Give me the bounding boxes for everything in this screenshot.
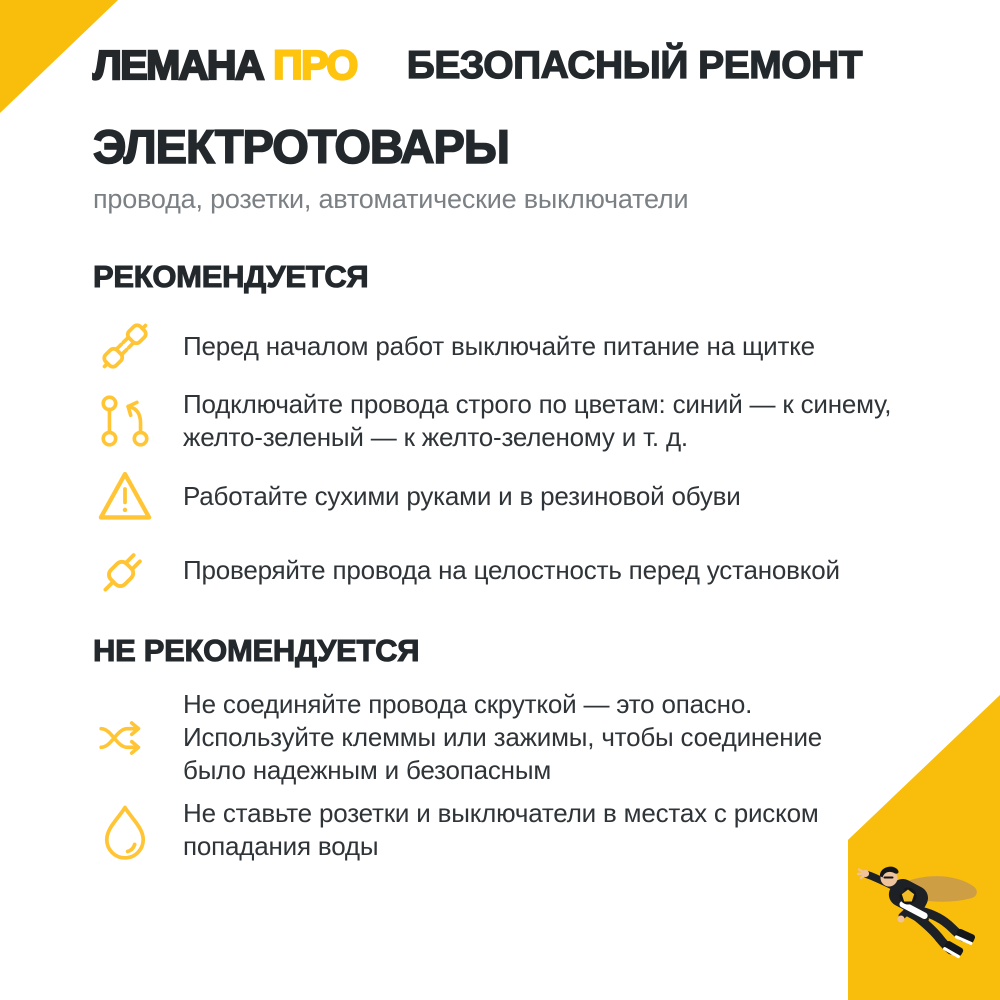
list-item [93,459,940,533]
item-text: Не ставьте розетки и выключатели в местах с риском попадания воды [183,798,819,861]
list-item [93,383,940,459]
page-title: ЭЛЕКТРОТОВАРЫ [93,120,509,173]
not-recommended-items [93,683,940,868]
campaign-title: БЕЗОПАСНЫЙ РЕМОНТ [406,43,863,87]
item-text: Перед началом работ выключайте питание на щитке [183,330,815,361]
section-not-recommended [93,633,940,868]
branch-color-match-icon [93,389,157,453]
flying-superhero-illustration [852,858,992,973]
section-heading-recommended: РЕКОМЕНДУЕТСЯ [93,259,369,294]
list-item [93,533,940,607]
list-item [93,309,940,383]
unplugged-connectors-icon [93,314,157,378]
crossed-wires-shuffle-icon [93,706,157,770]
header [93,42,940,89]
item-text: Проверяйте провода на целостность перед установкой [183,554,840,585]
logo-text-accent: ПРО [273,42,357,88]
list-item [93,792,940,868]
recommended-items [93,309,940,607]
section-recommended [93,259,940,607]
plug-cable-icon [93,538,157,602]
section-heading-not-recommended: НЕ РЕКОМЕНДУЕТСЯ [93,633,420,668]
item-text: Не соединяйте провода скруткой — это опасно. Используйте клеммы или зажимы, чтобы соединение было надежным и безопасным [183,689,823,785]
list-item [93,683,940,792]
item-text: Работайте сухими руками и в резиновой обуви [183,480,741,511]
logo-text-dark: ЛЕМАНА [93,42,264,88]
water-drop-icon [93,798,157,862]
page-subtitle: провода, розетки, автоматические выключатели [93,184,689,214]
lemana-pro-logo [93,42,357,89]
item-text: Подключайте провода строго по цветам: синий — к синему, желто-зеленый — к желто-зеленому и т. д. [183,389,892,452]
warning-triangle-icon [93,464,157,528]
